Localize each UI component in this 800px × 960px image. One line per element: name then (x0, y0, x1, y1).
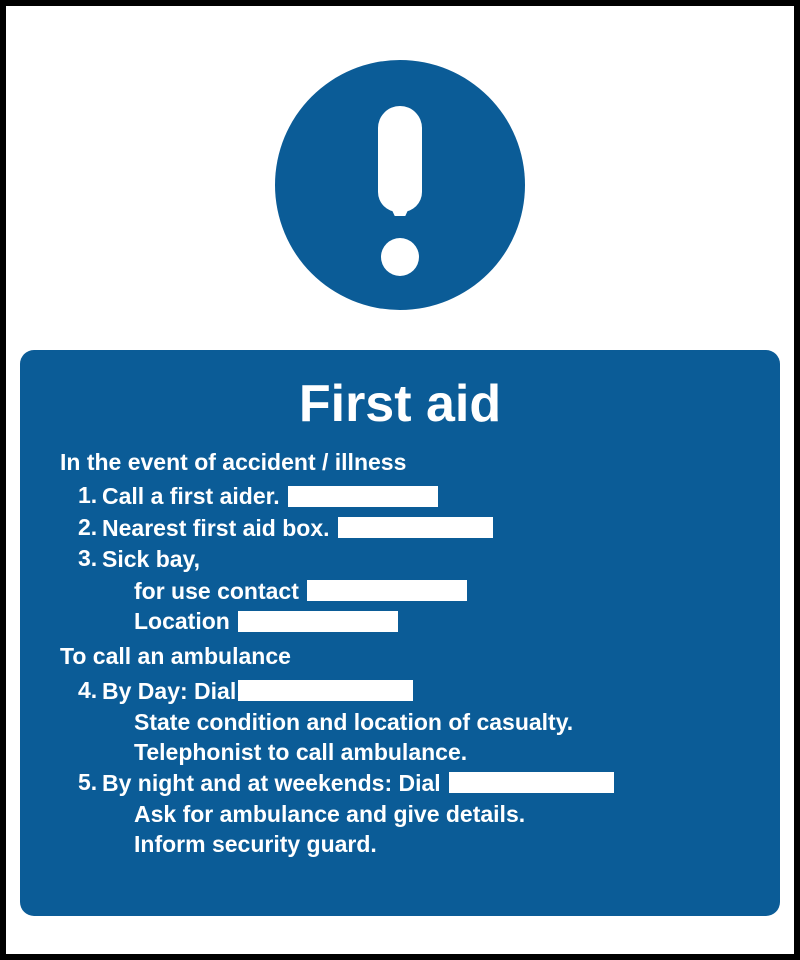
list-item (46, 544, 754, 574)
step-subline (134, 576, 754, 606)
step-subline-text: State condition and location of casualty. (134, 709, 574, 736)
step-text: Nearest first aid box. (102, 514, 330, 541)
step-subline (134, 737, 754, 767)
fill-in-blank[interactable] (238, 680, 413, 701)
step-line (102, 676, 754, 706)
fill-in-blank[interactable] (449, 772, 614, 793)
step-subline-text: Location (134, 607, 230, 634)
step-body (102, 544, 754, 574)
step-text: By night and at weekends: Dial (102, 769, 441, 796)
pictogram-area (20, 20, 780, 350)
step-body (102, 768, 754, 798)
step-number: 4. (78, 676, 98, 703)
step-subline-text: Telephonist to call ambulance. (134, 739, 468, 766)
list-item (46, 481, 754, 511)
step-subline-text: Ask for ambulance and give details. (134, 801, 526, 828)
step-number: 3. (78, 545, 98, 572)
exclamation-stem-icon (378, 106, 422, 212)
step-number: 2. (78, 513, 98, 540)
step-body (102, 676, 754, 706)
step-subline (134, 606, 754, 636)
ambulance-heading: To call an ambulance (60, 643, 291, 670)
list-item (46, 513, 754, 543)
fill-in-blank[interactable] (338, 517, 493, 538)
sign-inner (20, 20, 780, 940)
step-line (102, 481, 754, 511)
list-item (46, 676, 754, 706)
step-body (102, 481, 754, 511)
step-number: 5. (78, 768, 98, 795)
step-text: Call a first aider. (102, 483, 280, 510)
exclamation-dot-icon (381, 238, 419, 276)
step-number: 1. (78, 482, 98, 509)
intro-heading: In the event of accident / illness (60, 449, 407, 475)
step-subline (134, 707, 754, 737)
step-text: Sick bay, (102, 546, 201, 573)
instruction-panel (20, 350, 780, 916)
step-line (102, 544, 754, 574)
fill-in-blank[interactable] (238, 611, 398, 632)
list-item (46, 768, 754, 798)
step-subline-text: for use contact (134, 577, 299, 604)
exclamation-mark-mandatory-icon (275, 60, 525, 310)
fill-in-blank[interactable] (288, 486, 438, 507)
step-subline-text: Inform security guard. (134, 831, 377, 858)
page-title: First aid (298, 375, 502, 433)
fill-in-blank[interactable] (307, 580, 467, 601)
step-subline (134, 829, 754, 859)
step-subline (134, 799, 754, 829)
step-line (102, 768, 754, 798)
step-text: By Day: Dial (102, 677, 237, 704)
step-body (102, 513, 754, 543)
step-line (102, 513, 754, 543)
